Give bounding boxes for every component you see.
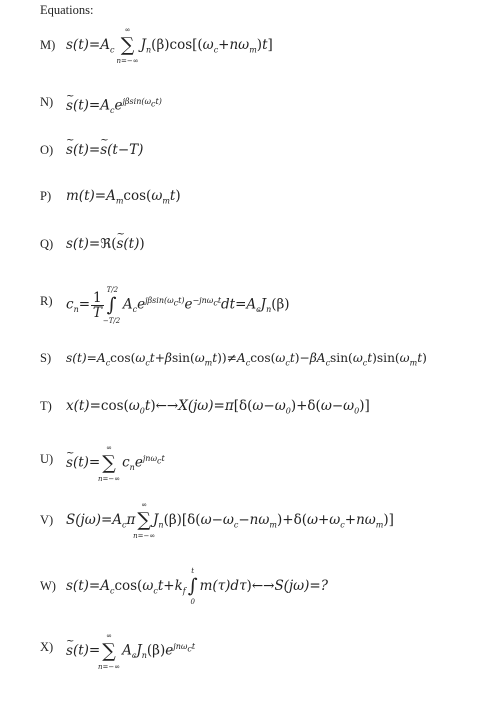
equation-formula: $s(t)=A_c\cos(\omega_ct+\beta\sin(\omega_mt))\ne A_c\cos(\omega_ct)-\beta A_c\sin(\omega_ct)\sin(\omega_mt)$ (66, 351, 427, 368)
equation-formula: ~ s(t)=~ s(t−T) (66, 137, 143, 163)
equation-formula: $S(j\omega)=A_c\pi$ ∞ ∑ n=−∞ $J_n(\beta)[\delta(\omega-\omega_c-n\omega_m)+\delta(\omega+\omega_c+n\omega_m)]$ (66, 501, 394, 540)
equation-label: V) (40, 513, 54, 527)
equation-formula: ~ s(t)= ∞ ∑ n=−∞ $A_cJ_n(\beta)e^{jn\omega_ct}$ (66, 634, 195, 660)
equation-label: S) (40, 351, 52, 365)
equation-formula: $s(t)=A_c\cos(\omega_ct+k_f$ t ∫ 0 m(τ)dτ)←→S(jω)=? (66, 567, 328, 606)
equation-label: R) (40, 294, 53, 308)
equation-formula: ~ s(t)= ∞ ∑ n=−∞ $c_ne^{jn\omega_ct}$ (66, 446, 165, 472)
equation-formula: $x(t)=\cos(\omega_0t)\leftarrow\to X(j\omega)=\pi[\delta(\omega-\omega_0)+\delta(\omega-\omega_0)]$ (66, 398, 370, 416)
equation-label: U) (40, 452, 54, 466)
equation-label: O) (40, 143, 54, 157)
equation-formula: $c_n=$ $\frac{1}{T}$ T/2 ∫ −T/2 $A_ce^{j\beta sin(\omega_ct)}e^{-jn\omega_ct}dt=A_cJ_n(\beta)$ (66, 285, 290, 325)
equation-formula: s(t)=ℜ(~ s(t)) (66, 231, 145, 257)
equation-label: M) (40, 38, 56, 52)
equation-label: W) (40, 579, 56, 593)
heading: Equations: (40, 3, 94, 17)
equation-label: T) (40, 399, 52, 413)
equation-formula: $s(t)=A_c$ ∞ ∑ n=−∞ $J_n(\beta)\cos[(\omega_c+n\omega_m)t]$ (66, 26, 273, 65)
equation-label: Q) (40, 237, 54, 251)
equation-formula: ~ $s(t)=A_ce^{j\beta sin(\omega_ct)}$ (66, 89, 162, 115)
equation-formula: $m(t)=A_m\cos(\omega_mt)$ (66, 188, 181, 206)
equation-label: X) (40, 640, 54, 654)
equation-label: N) (40, 95, 54, 109)
equation-label: P) (40, 189, 52, 203)
